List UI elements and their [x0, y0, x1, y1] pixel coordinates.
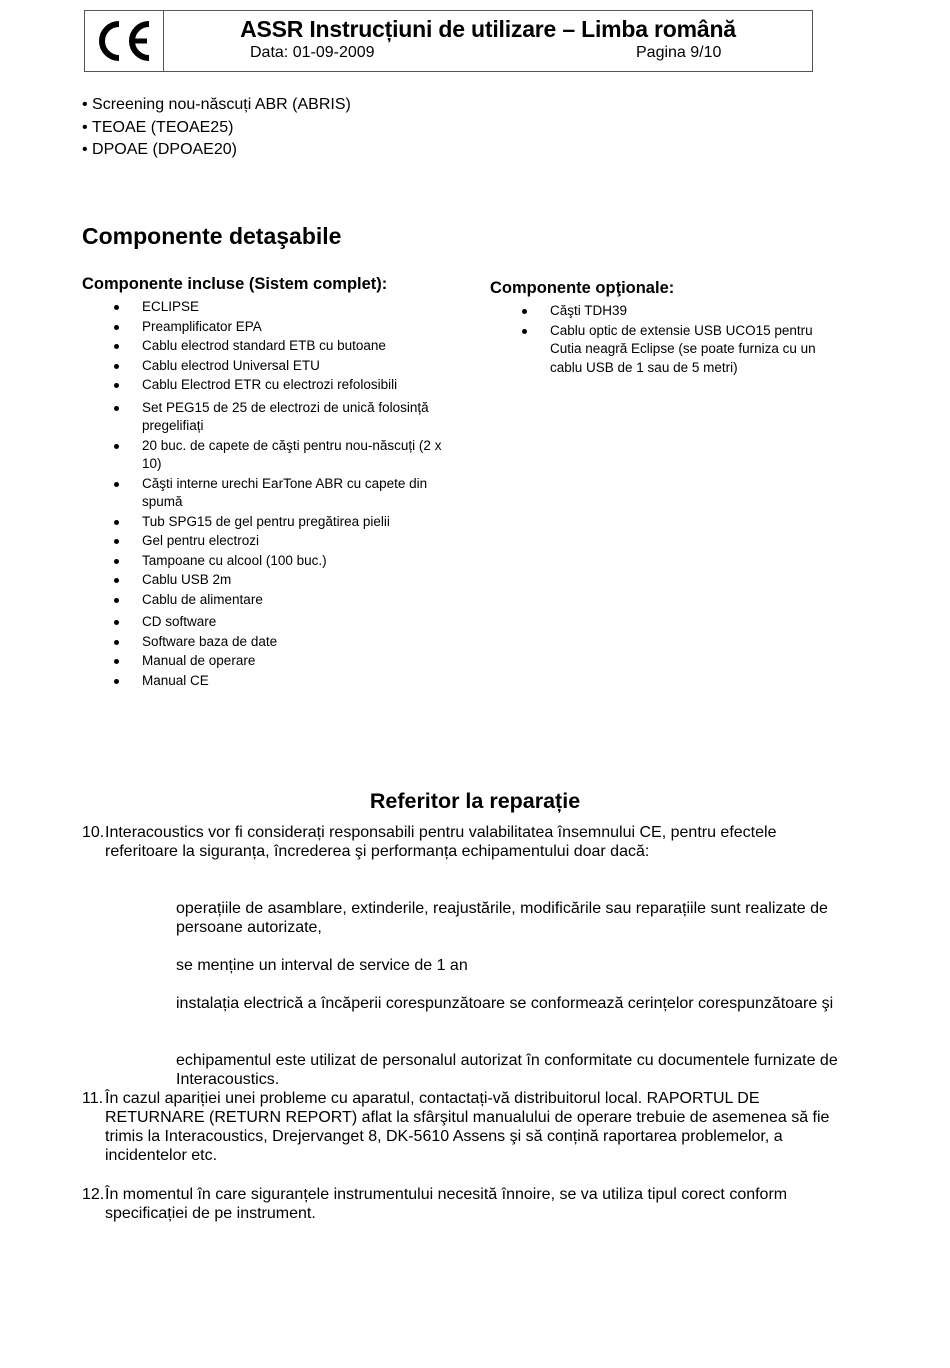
condition-item: se menține un interval de service de 1 an: [176, 957, 468, 974]
list-item: Preamplificator EPA: [82, 318, 442, 337]
paragraph-10: [82, 823, 852, 861]
included-components-list: [82, 298, 442, 690]
list-item: Căşti TDH39: [490, 302, 830, 321]
list-item: • Screening nou-născuți ABR (ABRIS): [82, 94, 351, 117]
repair-heading: Referitor la reparație: [369, 789, 581, 813]
list-item: Tampoane cu alcool (100 buc.): [82, 552, 442, 571]
list-item: Set PEG15 de 25 de electrozi de unică folosință pregelifiați: [82, 399, 442, 436]
paragraph-text: În momentul în care siguranțele instrumentului necesită înnoire, se va utiliza tipul corect conform specificației de pe instrument.: [105, 1186, 788, 1222]
list-item: CD software: [82, 613, 442, 632]
paragraph-12: [82, 1185, 852, 1223]
page-header: [84, 10, 813, 72]
ce-mark-icon: [93, 18, 155, 64]
list-item: Cablu optic de extensie USB UCO15 pentru Cutia neagră Eclipse (se poate furniza cu un cablu USB de 1 sau de 5 metri): [490, 322, 830, 378]
condition-item: instalația electrică a încăperii corespunzătoare se conformează cerințelor corespunzătoare şi: [176, 995, 834, 1012]
paragraph-number: 10.: [82, 824, 105, 841]
ce-mark-logo: [85, 11, 164, 71]
list-item: Cablu de alimentare: [82, 591, 442, 610]
list-item: Cablu USB 2m: [82, 571, 442, 590]
list-item: Cablu electrod standard ETB cu butoane: [82, 337, 442, 356]
test-types-list: [82, 94, 351, 162]
list-item: • DPOAE (DPOAE20): [82, 139, 351, 162]
optional-components-section: [490, 279, 830, 378]
optional-components-list: [490, 302, 830, 377]
condition-item: operațiile de asamblare, extinderile, reajustările, modificările sau reparațiile sunt realizate de persoane autorizate,: [176, 900, 828, 936]
list-item: Cablu electrod Universal ETU: [82, 357, 442, 376]
included-components-section: [82, 275, 442, 691]
paragraph-number: 12.: [82, 1186, 105, 1203]
list-item: • TEOAE (TEOAE25): [82, 117, 351, 140]
list-item: Manual de operare: [82, 652, 442, 671]
list-item: ECLIPSE: [82, 298, 442, 317]
page-number: Pagina 9/10: [636, 44, 722, 61]
list-item: Cablu Electrod ETR cu electrozi refolosibili: [82, 376, 442, 395]
list-item: Căşti interne urechi EarTone ABR cu capete din spumă: [82, 475, 442, 512]
list-item: Software baza de date: [82, 633, 442, 652]
paragraph-11: [82, 1089, 852, 1165]
document-date: Data: 01-09-2009: [250, 44, 375, 61]
paragraph-text: Interacoustics vor fi considerați responsabili pentru valabilitatea însemnului CE, pentru efectele referitoare la siguranța, încrederea şi performanța echipamentului doar dacă:: [105, 824, 777, 860]
list-item: Gel pentru electrozi: [82, 532, 442, 551]
paragraph-text: În cazul apariției unei probleme cu aparatul, contactați-vă distribuitorul local. RAPORTUL DE RETURNARE (RETURN REPORT) aflat la sfârşitul manualului de operare trebuie de asemenea să fie trimis la Interacoustics, Drejervanget 8, DK-5610 Assens şi să conțină raportarea problemelor, a incidentelor etc.: [105, 1090, 830, 1164]
optional-components-heading: Componente opţionale:: [490, 279, 675, 297]
paragraph-number: 11.: [82, 1090, 104, 1107]
document-title: ASSR Instrucțiuni de utilizare – Limba română: [240, 16, 736, 42]
components-heading: Componente detaşabile: [82, 223, 342, 249]
condition-item: echipamentul este utilizat de personalul autorizat în conformitate cu documentele furnizate de Interacoustics.: [176, 1052, 838, 1088]
list-item: 20 buc. de capete de căşti pentru nou-născuți (2 x 10): [82, 437, 442, 474]
list-item: Tub SPG15 de gel pentru pregătirea pielii: [82, 513, 442, 532]
list-item: Manual CE: [82, 672, 442, 691]
included-components-heading: Componente incluse (Sistem complet):: [82, 275, 388, 293]
